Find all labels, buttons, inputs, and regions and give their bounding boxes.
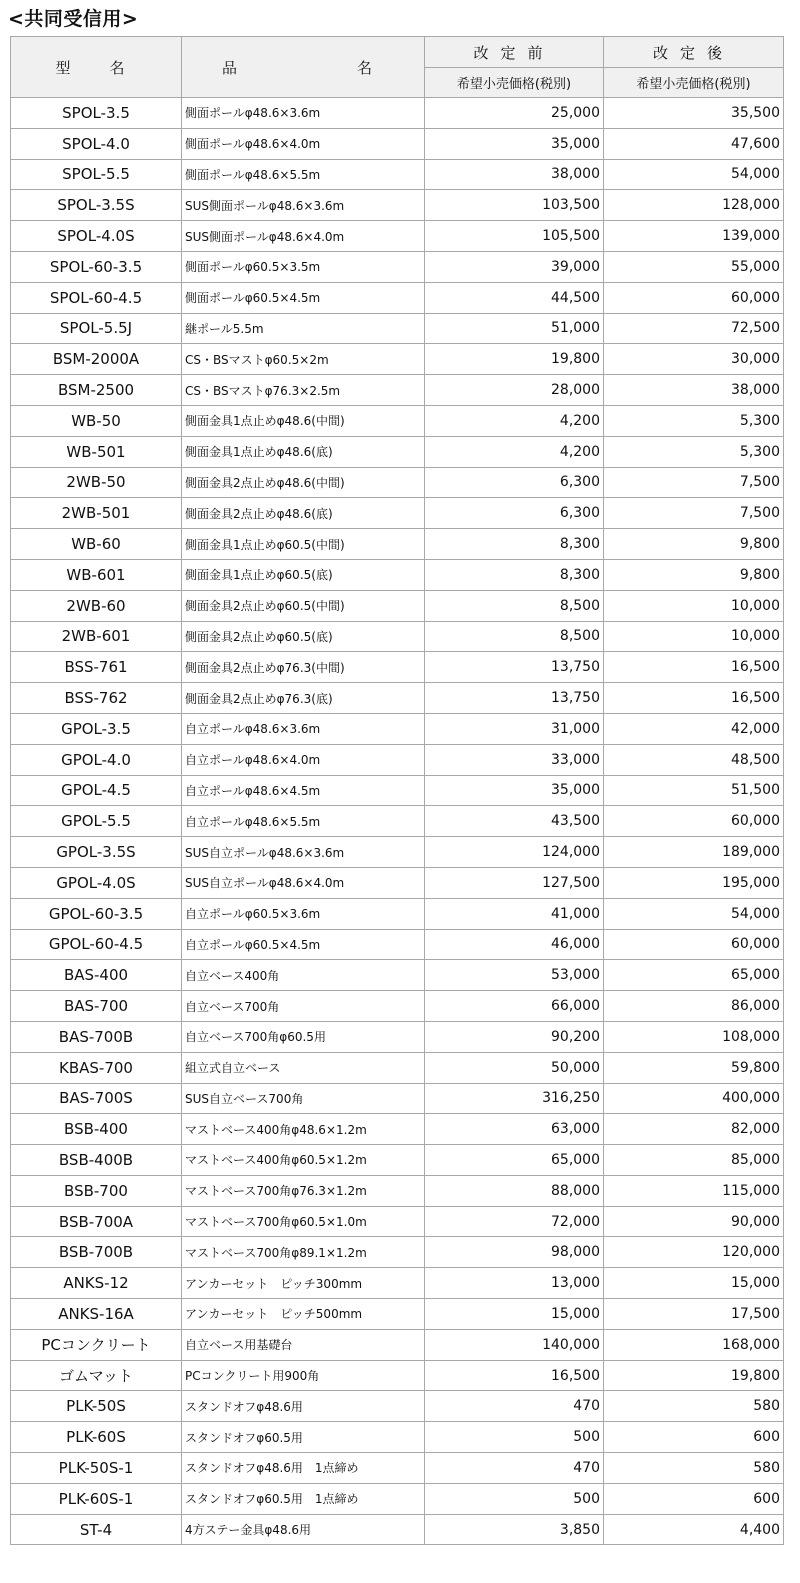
cell-model: BAS-700B: [11, 1021, 182, 1052]
cell-model: 2WB-601: [11, 621, 182, 652]
cell-model: BSS-761: [11, 652, 182, 683]
cell-name: スタンドオフφ60.5用 1点締め: [182, 1483, 425, 1514]
cell-price-after: 51,500: [604, 775, 784, 806]
cell-price-before: 316,250: [425, 1083, 604, 1114]
table-row: [11, 282, 784, 313]
cell-price-after: 580: [604, 1391, 784, 1422]
table-row: [11, 344, 784, 375]
cell-name: 側面金具1点止めφ48.6(中間): [182, 405, 425, 436]
cell-name: 自立ポールφ48.6×5.5m: [182, 806, 425, 837]
cell-price-after: 54,000: [604, 159, 784, 190]
table-row: [11, 221, 784, 252]
cell-name: 自立ポールφ60.5×3.6m: [182, 898, 425, 929]
cell-model: SPOL-3.5S: [11, 190, 182, 221]
table-row: [11, 929, 784, 960]
cell-model: ゴムマット: [11, 1360, 182, 1391]
cell-price-before: 63,000: [425, 1114, 604, 1145]
cell-price-after: 65,000: [604, 960, 784, 991]
cell-model: BSM-2000A: [11, 344, 182, 375]
cell-price-after: 7,500: [604, 467, 784, 498]
cell-name: 側面金具2点止めφ76.3(底): [182, 683, 425, 714]
header-after: 改定後: [604, 37, 784, 68]
cell-name: 側面ポールφ60.5×4.5m: [182, 282, 425, 313]
cell-name: 自立ベース用基礎台: [182, 1329, 425, 1360]
cell-price-after: 55,000: [604, 251, 784, 282]
table-row: [11, 159, 784, 190]
cell-name: 側面ポールφ48.6×3.6m: [182, 98, 425, 129]
table-row: [11, 1145, 784, 1176]
cell-model: SPOL-5.5J: [11, 313, 182, 344]
table-row: [11, 467, 784, 498]
cell-price-before: 500: [425, 1483, 604, 1514]
cell-price-before: 13,750: [425, 683, 604, 714]
cell-name: 自立ポールφ60.5×4.5m: [182, 929, 425, 960]
cell-price-after: 30,000: [604, 344, 784, 375]
cell-price-after: 9,800: [604, 529, 784, 560]
cell-price-before: 35,000: [425, 775, 604, 806]
cell-name: 自立ポールφ48.6×4.0m: [182, 744, 425, 775]
cell-price-before: 51,000: [425, 313, 604, 344]
cell-name: SUS自立ベース700角: [182, 1083, 425, 1114]
cell-model: BSB-400: [11, 1114, 182, 1145]
cell-price-before: 15,000: [425, 1299, 604, 1330]
table-row: [11, 837, 784, 868]
cell-model: BAS-400: [11, 960, 182, 991]
cell-model: GPOL-4.0: [11, 744, 182, 775]
table-row: [11, 1175, 784, 1206]
cell-name: スタンドオフφ60.5用: [182, 1422, 425, 1453]
cell-model: GPOL-3.5: [11, 713, 182, 744]
cell-price-before: 4,200: [425, 405, 604, 436]
cell-price-before: 88,000: [425, 1175, 604, 1206]
cell-model: GPOL-60-4.5: [11, 929, 182, 960]
cell-name: CS・BSマストφ60.5×2m: [182, 344, 425, 375]
table-row: [11, 1021, 784, 1052]
cell-name: 自立ベース400角: [182, 960, 425, 991]
cell-price-after: 9,800: [604, 559, 784, 590]
cell-price-after: 4,400: [604, 1514, 784, 1545]
cell-price-after: 10,000: [604, 590, 784, 621]
table-row: [11, 1114, 784, 1145]
table-row: [11, 1052, 784, 1083]
cell-price-before: 4,200: [425, 436, 604, 467]
table-body: [11, 98, 784, 1545]
cell-name: 側面金具2点止めφ48.6(底): [182, 498, 425, 529]
cell-model: 2WB-501: [11, 498, 182, 529]
cell-model: ST-4: [11, 1514, 182, 1545]
cell-model: GPOL-4.0S: [11, 867, 182, 898]
table-row: [11, 1329, 784, 1360]
header-before-price: 希望小売価格(税別): [425, 68, 604, 98]
cell-model: SPOL-4.0S: [11, 221, 182, 252]
cell-model: SPOL-60-4.5: [11, 282, 182, 313]
cell-model: ANKS-12: [11, 1268, 182, 1299]
cell-price-after: 47,600: [604, 128, 784, 159]
cell-price-after: 120,000: [604, 1237, 784, 1268]
cell-price-after: 195,000: [604, 867, 784, 898]
cell-price-before: 6,300: [425, 467, 604, 498]
cell-price-before: 13,000: [425, 1268, 604, 1299]
cell-price-before: 31,000: [425, 713, 604, 744]
cell-name: 側面金具2点止めφ60.5(底): [182, 621, 425, 652]
cell-name: SUS自立ポールφ48.6×3.6m: [182, 837, 425, 868]
cell-price-after: 128,000: [604, 190, 784, 221]
cell-model: WB-501: [11, 436, 182, 467]
cell-name: 側面金具2点止めφ48.6(中間): [182, 467, 425, 498]
cell-model: BSB-700B: [11, 1237, 182, 1268]
cell-model: WB-50: [11, 405, 182, 436]
cell-name: SUS自立ポールφ48.6×4.0m: [182, 867, 425, 898]
cell-model: SPOL-4.0: [11, 128, 182, 159]
cell-name: マストベース700角φ60.5×1.0m: [182, 1206, 425, 1237]
cell-price-after: 86,000: [604, 991, 784, 1022]
cell-name: 自立ポールφ48.6×3.6m: [182, 713, 425, 744]
cell-price-before: 98,000: [425, 1237, 604, 1268]
cell-model: 2WB-60: [11, 590, 182, 621]
table-row: [11, 1360, 784, 1391]
cell-price-before: 43,500: [425, 806, 604, 837]
cell-name: 側面ポールφ48.6×5.5m: [182, 159, 425, 190]
cell-price-after: 5,300: [604, 405, 784, 436]
table-row: [11, 313, 784, 344]
table-row: [11, 190, 784, 221]
table-row: [11, 1422, 784, 1453]
cell-price-after: 48,500: [604, 744, 784, 775]
table-row: [11, 652, 784, 683]
cell-price-before: 8,300: [425, 559, 604, 590]
table-row: [11, 621, 784, 652]
cell-price-before: 25,000: [425, 98, 604, 129]
cell-price-after: 115,000: [604, 1175, 784, 1206]
price-table: [10, 36, 784, 1545]
table-row: [11, 1453, 784, 1484]
header-model: 型 名: [11, 37, 182, 98]
cell-price-after: 85,000: [604, 1145, 784, 1176]
cell-name: マストベース400角φ60.5×1.2m: [182, 1145, 425, 1176]
cell-model: PLK-60S: [11, 1422, 182, 1453]
cell-model: BAS-700: [11, 991, 182, 1022]
table-row: [11, 806, 784, 837]
table-row: [11, 98, 784, 129]
cell-price-before: 470: [425, 1391, 604, 1422]
cell-price-before: 35,000: [425, 128, 604, 159]
cell-price-after: 16,500: [604, 683, 784, 714]
cell-price-after: 15,000: [604, 1268, 784, 1299]
cell-model: BSS-762: [11, 683, 182, 714]
cell-name: 側面ポールφ60.5×3.5m: [182, 251, 425, 282]
cell-price-after: 108,000: [604, 1021, 784, 1052]
cell-price-before: 140,000: [425, 1329, 604, 1360]
cell-price-after: 189,000: [604, 837, 784, 868]
table-row: [11, 683, 784, 714]
cell-price-before: 19,800: [425, 344, 604, 375]
cell-name: 継ポール5.5m: [182, 313, 425, 344]
cell-price-before: 72,000: [425, 1206, 604, 1237]
cell-price-before: 66,000: [425, 991, 604, 1022]
cell-name: マストベース400角φ48.6×1.2m: [182, 1114, 425, 1145]
cell-model: BAS-700S: [11, 1083, 182, 1114]
cell-price-before: 53,000: [425, 960, 604, 991]
cell-name: 側面ポールφ48.6×4.0m: [182, 128, 425, 159]
cell-price-before: 38,000: [425, 159, 604, 190]
cell-price-after: 60,000: [604, 929, 784, 960]
table-row: [11, 1268, 784, 1299]
cell-price-after: 7,500: [604, 498, 784, 529]
cell-name: SUS側面ポールφ48.6×3.6m: [182, 190, 425, 221]
cell-price-after: 42,000: [604, 713, 784, 744]
cell-name: スタンドオフφ48.6用 1点締め: [182, 1453, 425, 1484]
cell-model: WB-601: [11, 559, 182, 590]
cell-model: PLK-60S-1: [11, 1483, 182, 1514]
cell-price-after: 35,500: [604, 98, 784, 129]
cell-model: BSB-700: [11, 1175, 182, 1206]
table-row: [11, 529, 784, 560]
cell-price-after: 82,000: [604, 1114, 784, 1145]
table-row: [11, 960, 784, 991]
cell-price-before: 39,000: [425, 251, 604, 282]
cell-model: BSB-400B: [11, 1145, 182, 1176]
cell-model: 2WB-50: [11, 467, 182, 498]
header-after-price: 希望小売価格(税別): [604, 68, 784, 98]
cell-model: SPOL-5.5: [11, 159, 182, 190]
table-row: [11, 405, 784, 436]
cell-price-before: 6,300: [425, 498, 604, 529]
cell-price-before: 8,500: [425, 621, 604, 652]
cell-model: PLK-50S-1: [11, 1453, 182, 1484]
cell-price-before: 500: [425, 1422, 604, 1453]
cell-price-before: 8,500: [425, 590, 604, 621]
cell-name: 側面金具2点止めφ60.5(中間): [182, 590, 425, 621]
cell-model: SPOL-60-3.5: [11, 251, 182, 282]
table-row: [11, 436, 784, 467]
cell-price-after: 600: [604, 1483, 784, 1514]
cell-price-after: 139,000: [604, 221, 784, 252]
cell-price-after: 600: [604, 1422, 784, 1453]
cell-name: 4方ステー金具φ48.6用: [182, 1514, 425, 1545]
cell-price-before: 124,000: [425, 837, 604, 868]
cell-price-before: 8,300: [425, 529, 604, 560]
cell-price-before: 103,500: [425, 190, 604, 221]
cell-price-before: 65,000: [425, 1145, 604, 1176]
cell-price-before: 41,000: [425, 898, 604, 929]
table-row: [11, 744, 784, 775]
cell-model: BSB-700A: [11, 1206, 182, 1237]
cell-model: GPOL-5.5: [11, 806, 182, 837]
cell-name: マストベース700角φ89.1×1.2m: [182, 1237, 425, 1268]
cell-price-after: 38,000: [604, 375, 784, 406]
cell-name: アンカーセット ピッチ500mm: [182, 1299, 425, 1330]
cell-price-before: 105,500: [425, 221, 604, 252]
cell-name: 側面金具2点止めφ76.3(中間): [182, 652, 425, 683]
cell-price-after: 168,000: [604, 1329, 784, 1360]
table-row: [11, 590, 784, 621]
header-name: 品 名: [182, 37, 425, 98]
cell-price-after: 10,000: [604, 621, 784, 652]
cell-model: WB-60: [11, 529, 182, 560]
cell-price-after: 400,000: [604, 1083, 784, 1114]
cell-name: 自立ベース700角φ60.5用: [182, 1021, 425, 1052]
cell-name: 側面金具1点止めφ60.5(中間): [182, 529, 425, 560]
table-row: [11, 775, 784, 806]
cell-model: PLK-50S: [11, 1391, 182, 1422]
cell-model: SPOL-3.5: [11, 98, 182, 129]
cell-model: KBAS-700: [11, 1052, 182, 1083]
table-row: [11, 559, 784, 590]
table-row: [11, 1206, 784, 1237]
cell-price-after: 54,000: [604, 898, 784, 929]
table-row: [11, 991, 784, 1022]
cell-name: 側面金具1点止めφ60.5(底): [182, 559, 425, 590]
table-row: [11, 375, 784, 406]
cell-model: GPOL-3.5S: [11, 837, 182, 868]
cell-name: SUS側面ポールφ48.6×4.0m: [182, 221, 425, 252]
cell-price-after: 5,300: [604, 436, 784, 467]
header-before: 改定前: [425, 37, 604, 68]
table-row: [11, 867, 784, 898]
cell-price-after: 19,800: [604, 1360, 784, 1391]
cell-name: CS・BSマストφ76.3×2.5m: [182, 375, 425, 406]
cell-name: マストベース700角φ76.3×1.2m: [182, 1175, 425, 1206]
cell-price-before: 46,000: [425, 929, 604, 960]
table-row: [11, 1083, 784, 1114]
cell-price-after: 60,000: [604, 282, 784, 313]
cell-price-after: 72,500: [604, 313, 784, 344]
cell-price-after: 60,000: [604, 806, 784, 837]
table-row: [11, 1483, 784, 1514]
table-row: [11, 713, 784, 744]
cell-price-after: 17,500: [604, 1299, 784, 1330]
cell-name: 組立式自立ベース: [182, 1052, 425, 1083]
cell-price-after: 59,800: [604, 1052, 784, 1083]
cell-price-after: 580: [604, 1453, 784, 1484]
cell-model: ANKS-16A: [11, 1299, 182, 1330]
cell-name: スタンドオフφ48.6用: [182, 1391, 425, 1422]
cell-model: PCコンクリート: [11, 1329, 182, 1360]
table-row: [11, 1237, 784, 1268]
table-row: [11, 128, 784, 159]
cell-price-before: 13,750: [425, 652, 604, 683]
cell-price-before: 16,500: [425, 1360, 604, 1391]
cell-model: GPOL-60-3.5: [11, 898, 182, 929]
table-row: [11, 1391, 784, 1422]
cell-name: 自立ポールφ48.6×4.5m: [182, 775, 425, 806]
cell-name: 側面金具1点止めφ48.6(底): [182, 436, 425, 467]
cell-price-after: 90,000: [604, 1206, 784, 1237]
cell-price-after: 16,500: [604, 652, 784, 683]
cell-price-before: 44,500: [425, 282, 604, 313]
table-row: [11, 898, 784, 929]
cell-price-before: 127,500: [425, 867, 604, 898]
cell-price-before: 50,000: [425, 1052, 604, 1083]
table-row: [11, 1514, 784, 1545]
cell-price-before: 470: [425, 1453, 604, 1484]
cell-name: アンカーセット ピッチ300mm: [182, 1268, 425, 1299]
cell-model: GPOL-4.5: [11, 775, 182, 806]
cell-price-before: 33,000: [425, 744, 604, 775]
table-row: [11, 498, 784, 529]
cell-price-before: 28,000: [425, 375, 604, 406]
cell-model: BSM-2500: [11, 375, 182, 406]
page-title: <共同受信用>: [8, 8, 139, 30]
cell-price-before: 90,200: [425, 1021, 604, 1052]
cell-price-before: 3,850: [425, 1514, 604, 1545]
table-row: [11, 1299, 784, 1330]
cell-name: PCコンクリート用900角: [182, 1360, 425, 1391]
cell-name: 自立ベース700角: [182, 991, 425, 1022]
table-row: [11, 251, 784, 282]
